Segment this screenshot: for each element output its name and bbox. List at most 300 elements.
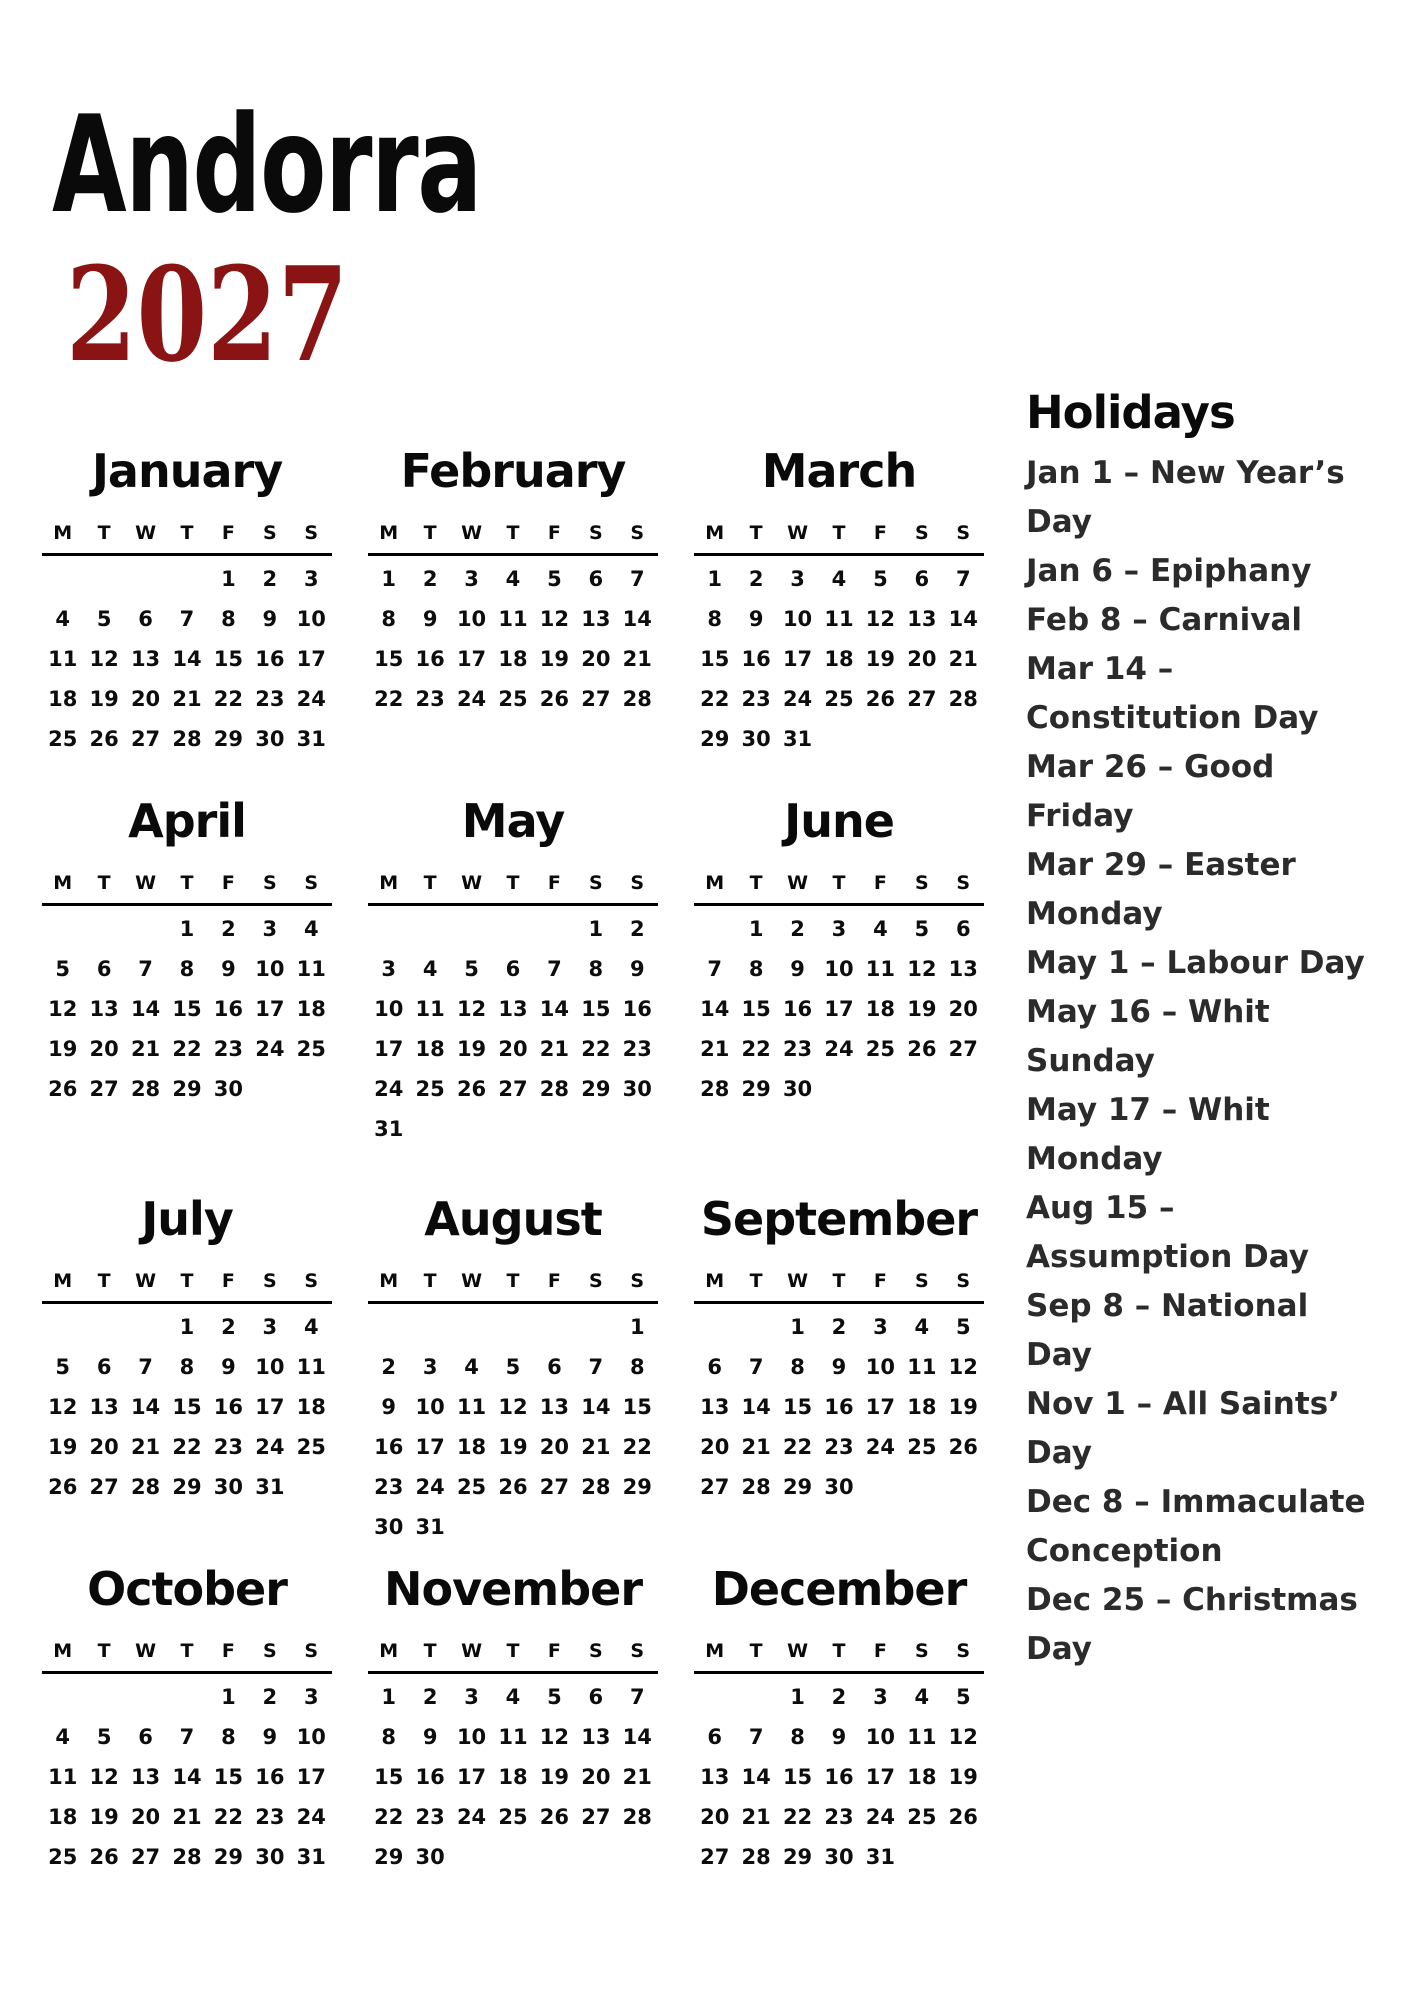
- day-cell: 24: [865, 1435, 896, 1459]
- weekday-header: S: [956, 1640, 971, 1662]
- day-cell: 1: [588, 917, 604, 941]
- day-cell: 10: [456, 607, 487, 631]
- day-cell: 18: [296, 997, 326, 1021]
- day-cell: 12: [539, 607, 570, 631]
- day-cell: 3: [790, 567, 805, 591]
- day-cell: 28: [622, 687, 652, 711]
- day-cell: 7: [138, 957, 153, 981]
- country-title: Andorra: [52, 87, 481, 243]
- day-cell: 1: [748, 917, 764, 941]
- day-cell: 13: [907, 607, 937, 631]
- weekday-header: S: [304, 1640, 319, 1662]
- holiday-item: Jan 6 – Epiphany: [1026, 553, 1312, 589]
- holiday-item: May 16 – Whit Sunday: [1026, 994, 1270, 1079]
- day-cell: 7: [179, 1725, 195, 1749]
- day-cell: 8: [629, 1355, 645, 1379]
- days-grid: [694, 906, 984, 1106]
- year-title: 2027: [66, 238, 349, 391]
- day-cell: 21: [172, 687, 202, 711]
- day-cell: 21: [130, 1037, 161, 1061]
- day-cell: 31: [374, 1117, 404, 1141]
- day-cell: 24: [456, 687, 487, 711]
- weekday-header: F: [873, 1270, 887, 1292]
- day-cell: 26: [948, 1435, 978, 1459]
- empty-cell: [83, 1674, 124, 1714]
- weekday-header-row: [694, 874, 984, 906]
- day-cell: 7: [588, 1355, 604, 1379]
- day-cell: 1: [629, 1315, 645, 1339]
- empty-cell: [125, 906, 166, 946]
- weekday-header: M: [53, 522, 73, 544]
- day-cell: 24: [865, 1805, 896, 1829]
- day-cell: 5: [955, 1315, 971, 1339]
- day-cell: 22: [172, 1037, 202, 1061]
- day-cell: 21: [700, 1037, 730, 1061]
- weekday-header-row: [368, 524, 658, 556]
- day-cell: 30: [374, 1515, 404, 1539]
- weekday-header: F: [547, 1270, 561, 1292]
- weekday-header: T: [506, 1270, 520, 1292]
- day-cell: 23: [213, 1037, 244, 1061]
- day-cell: 21: [539, 1037, 570, 1061]
- day-cell: 31: [296, 1845, 326, 1869]
- months-row-2: [42, 794, 984, 1146]
- month-title: June: [784, 794, 894, 848]
- day-cell: 20: [89, 1435, 119, 1459]
- holiday-item: Dec 25 – Christmas Day: [1026, 1582, 1358, 1667]
- day-cell: 16: [374, 1435, 404, 1459]
- weekday-header: S: [956, 872, 971, 894]
- weekday-header: F: [547, 872, 561, 894]
- day-cell: 26: [48, 1077, 78, 1101]
- day-cell: 9: [381, 1395, 397, 1419]
- day-cell: 14: [741, 1395, 771, 1419]
- weekday-header: T: [506, 522, 520, 544]
- empty-cell: [492, 1304, 533, 1344]
- day-cell: 22: [581, 1037, 611, 1061]
- day-cell: 11: [415, 997, 445, 1021]
- month-title: September: [700, 1192, 978, 1246]
- day-cell: 21: [741, 1435, 771, 1459]
- day-cell: 25: [498, 687, 528, 711]
- day-cell: 26: [498, 1475, 528, 1499]
- day-cell: 1: [790, 1315, 805, 1339]
- day-cell: 7: [547, 957, 562, 981]
- day-cell: 19: [456, 1037, 487, 1061]
- holiday-item: Mar 26 – Good Friday: [1026, 749, 1275, 834]
- weekday-header: W: [461, 872, 483, 894]
- day-cell: 6: [707, 1355, 723, 1379]
- day-cell: 10: [374, 997, 404, 1021]
- empty-cell: [83, 1304, 124, 1344]
- holiday-item: May 1 – Labour Day: [1026, 945, 1365, 981]
- day-cell: 5: [547, 567, 562, 591]
- day-cell: 29: [374, 1845, 404, 1869]
- day-cell: 24: [374, 1077, 404, 1101]
- weekday-header: T: [749, 522, 763, 544]
- day-cell: 30: [824, 1845, 854, 1869]
- day-cell: 26: [539, 1805, 570, 1829]
- day-cell: 5: [55, 1355, 71, 1379]
- day-cell: 24: [824, 1037, 854, 1061]
- empty-cell: [694, 1674, 735, 1714]
- day-cell: 6: [96, 1355, 112, 1379]
- day-cell: 2: [790, 917, 805, 941]
- day-cell: 27: [581, 1805, 611, 1829]
- day-cell: 1: [221, 1685, 236, 1709]
- day-cell: 12: [498, 1395, 528, 1419]
- day-cell: 10: [782, 607, 813, 631]
- day-cell: 8: [790, 1725, 805, 1749]
- month-november: [368, 1562, 658, 1874]
- day-cell: 23: [741, 687, 771, 711]
- weekday-header: F: [221, 872, 235, 894]
- day-cell: 26: [865, 687, 896, 711]
- day-cell: 28: [581, 1475, 611, 1499]
- day-cell: 27: [948, 1037, 978, 1061]
- empty-cell: [83, 556, 124, 596]
- day-cell: 16: [213, 1395, 244, 1419]
- day-cell: 7: [179, 607, 195, 631]
- weekday-header: M: [379, 872, 399, 894]
- day-cell: 5: [547, 1685, 562, 1709]
- empty-cell: [125, 1674, 166, 1714]
- day-cell: 12: [539, 1725, 570, 1749]
- weekday-header: M: [379, 522, 399, 544]
- day-cell: 27: [700, 1475, 730, 1499]
- day-cell: 2: [221, 917, 236, 941]
- empty-cell: [694, 1304, 735, 1344]
- day-cell: 13: [581, 1725, 611, 1749]
- day-cell: 17: [865, 1395, 896, 1419]
- days-grid: [42, 906, 332, 1106]
- day-cell: 17: [456, 647, 487, 671]
- day-cell: 25: [907, 1805, 937, 1829]
- weekday-header: T: [423, 1640, 437, 1662]
- day-cell: 25: [865, 1037, 896, 1061]
- weekday-header: S: [915, 522, 929, 544]
- day-cell: 20: [907, 647, 937, 671]
- day-cell: 30: [213, 1475, 244, 1499]
- day-cell: 21: [741, 1805, 771, 1829]
- month-may: [368, 794, 658, 1146]
- weekday-header: S: [263, 1640, 277, 1662]
- holiday-item: Dec 8 – Immaculate Conception: [1026, 1484, 1366, 1569]
- day-cell: 1: [707, 567, 723, 591]
- day-cell: 13: [89, 997, 119, 1021]
- day-cell: 28: [741, 1475, 771, 1499]
- day-cell: 29: [213, 1845, 244, 1869]
- day-cell: 7: [629, 567, 645, 591]
- weekday-header: T: [749, 1640, 763, 1662]
- months-row-4: [42, 1562, 984, 1874]
- day-cell: 4: [55, 1725, 71, 1749]
- day-cell: 9: [831, 1355, 847, 1379]
- weekday-header: T: [97, 1270, 111, 1292]
- day-cell: 19: [48, 1037, 78, 1061]
- day-cell: 17: [374, 1037, 404, 1061]
- weekday-header: W: [787, 522, 809, 544]
- day-cell: 27: [130, 1845, 161, 1869]
- weekday-header-row: [42, 1642, 332, 1674]
- day-cell: 26: [48, 1475, 78, 1499]
- month-march: [694, 444, 984, 756]
- day-cell: 22: [700, 687, 730, 711]
- day-cell: 28: [172, 727, 202, 751]
- day-cell: 26: [89, 1845, 119, 1869]
- day-cell: 22: [213, 1805, 244, 1829]
- day-cell: 1: [790, 1685, 805, 1709]
- day-cell: 16: [782, 997, 813, 1021]
- day-cell: 20: [581, 1765, 611, 1789]
- day-cell: 13: [700, 1395, 730, 1419]
- day-cell: 2: [262, 567, 278, 591]
- day-cell: 13: [581, 607, 611, 631]
- day-cell: 10: [415, 1395, 445, 1419]
- day-cell: 17: [415, 1435, 445, 1459]
- day-cell: 22: [622, 1435, 652, 1459]
- days-grid: [42, 1674, 332, 1874]
- month-september: [694, 1192, 984, 1544]
- day-cell: 4: [873, 917, 888, 941]
- day-cell: 27: [498, 1077, 528, 1101]
- day-cell: 25: [456, 1475, 487, 1499]
- day-cell: 17: [824, 997, 854, 1021]
- day-cell: 10: [824, 957, 854, 981]
- day-cell: 25: [907, 1435, 937, 1459]
- day-cell: 12: [948, 1725, 978, 1749]
- weekday-header-row: [42, 874, 332, 906]
- weekday-header: M: [705, 522, 725, 544]
- day-cell: 5: [96, 607, 112, 631]
- day-cell: 16: [415, 1765, 445, 1789]
- day-cell: 2: [629, 917, 645, 941]
- weekday-header: W: [461, 1270, 483, 1292]
- day-cell: 21: [130, 1435, 161, 1459]
- day-cell: 1: [179, 1315, 195, 1339]
- day-cell: 27: [907, 687, 937, 711]
- day-cell: 13: [539, 1395, 570, 1419]
- day-cell: 24: [255, 1435, 285, 1459]
- day-cell: 18: [907, 1395, 937, 1419]
- month-title: November: [383, 1562, 643, 1616]
- day-cell: 30: [213, 1077, 244, 1101]
- day-cell: 20: [130, 1805, 161, 1829]
- day-cell: 27: [539, 1475, 570, 1499]
- day-cell: 19: [948, 1765, 978, 1789]
- day-cell: 3: [262, 1315, 278, 1339]
- day-cell: 1: [179, 917, 195, 941]
- day-cell: 2: [831, 1685, 847, 1709]
- day-cell: 11: [48, 647, 78, 671]
- day-cell: 22: [782, 1805, 813, 1829]
- day-cell: 29: [782, 1475, 813, 1499]
- day-cell: 15: [172, 1395, 202, 1419]
- day-cell: 23: [255, 687, 285, 711]
- month-june: [694, 794, 984, 1146]
- days-grid: [42, 556, 332, 756]
- weekday-header: S: [304, 522, 319, 544]
- day-cell: 3: [303, 1685, 319, 1709]
- empty-cell: [166, 1674, 207, 1714]
- empty-cell: [575, 1304, 616, 1344]
- day-cell: 12: [948, 1355, 978, 1379]
- day-cell: 12: [456, 997, 487, 1021]
- month-april: [42, 794, 332, 1146]
- day-cell: 11: [296, 957, 326, 981]
- day-cell: 19: [89, 687, 119, 711]
- weekday-header: T: [180, 522, 194, 544]
- weekday-header-row: [368, 1272, 658, 1304]
- day-cell: 13: [130, 1765, 161, 1789]
- day-cell: 16: [255, 1765, 285, 1789]
- day-cell: 19: [498, 1435, 528, 1459]
- days-grid: [694, 1674, 984, 1874]
- day-cell: 5: [955, 1685, 971, 1709]
- day-cell: 14: [622, 1725, 652, 1749]
- day-cell: 27: [700, 1845, 730, 1869]
- day-cell: 20: [89, 1037, 119, 1061]
- day-cell: 23: [415, 1805, 445, 1829]
- weekday-header: S: [915, 872, 929, 894]
- holidays-panel: [1026, 386, 1368, 1674]
- day-cell: 16: [415, 647, 445, 671]
- empty-cell: [42, 1674, 83, 1714]
- day-cell: 14: [172, 1765, 202, 1789]
- months-row-1: [42, 444, 984, 756]
- day-cell: 21: [622, 647, 652, 671]
- weekday-header-row: [694, 1642, 984, 1674]
- day-cell: 4: [914, 1315, 930, 1339]
- day-cell: 4: [505, 567, 521, 591]
- day-cell: 7: [138, 1355, 153, 1379]
- weekday-header: S: [589, 522, 603, 544]
- day-cell: 10: [255, 1355, 285, 1379]
- day-cell: 7: [748, 1725, 764, 1749]
- empty-cell: [368, 906, 409, 946]
- weekday-header-row: [368, 874, 658, 906]
- day-cell: 22: [741, 1037, 771, 1061]
- day-cell: 9: [262, 1725, 278, 1749]
- day-cell: 22: [374, 687, 404, 711]
- weekday-header: W: [135, 522, 157, 544]
- day-cell: 17: [865, 1765, 896, 1789]
- day-cell: 9: [221, 1355, 236, 1379]
- day-cell: 23: [213, 1435, 244, 1459]
- day-cell: 15: [581, 997, 611, 1021]
- day-cell: 1: [221, 567, 236, 591]
- weekday-header-row: [694, 524, 984, 556]
- day-cell: 3: [464, 567, 479, 591]
- day-cell: 7: [748, 1355, 764, 1379]
- holidays-title: Holidays: [1026, 386, 1235, 439]
- weekday-header: T: [832, 522, 846, 544]
- day-cell: 14: [622, 607, 652, 631]
- day-cell: 3: [831, 917, 847, 941]
- day-cell: 1: [381, 1685, 397, 1709]
- day-cell: 29: [622, 1475, 652, 1499]
- weekday-header: F: [873, 872, 887, 894]
- day-cell: 19: [907, 997, 937, 1021]
- day-cell: 15: [374, 1765, 404, 1789]
- day-cell: 30: [415, 1845, 445, 1869]
- day-cell: 5: [873, 567, 888, 591]
- empty-cell: [125, 1304, 166, 1344]
- day-cell: 30: [824, 1475, 854, 1499]
- day-cell: 24: [782, 687, 813, 711]
- day-cell: 13: [130, 647, 161, 671]
- weekday-header: T: [180, 872, 194, 894]
- day-cell: 29: [700, 727, 730, 751]
- day-cell: 10: [296, 1725, 326, 1749]
- weekday-header: S: [630, 872, 645, 894]
- day-cell: 27: [89, 1077, 119, 1101]
- day-cell: 15: [782, 1765, 813, 1789]
- day-cell: 8: [707, 607, 723, 631]
- weekday-header: T: [97, 872, 111, 894]
- day-cell: 11: [498, 1725, 528, 1749]
- day-cell: 15: [700, 647, 730, 671]
- day-cell: 15: [782, 1395, 813, 1419]
- weekday-header: S: [304, 1270, 319, 1292]
- weekday-header: M: [53, 872, 73, 894]
- day-cell: 20: [498, 1037, 528, 1061]
- month-title: December: [711, 1562, 967, 1616]
- holiday-item: Feb 8 – Carnival: [1026, 602, 1302, 638]
- empty-cell: [42, 906, 83, 946]
- day-cell: 13: [948, 957, 978, 981]
- day-cell: 3: [381, 957, 397, 981]
- month-february: [368, 444, 658, 756]
- day-cell: 29: [782, 1845, 813, 1869]
- weekday-header: M: [379, 1270, 399, 1292]
- empty-cell: [409, 1304, 450, 1344]
- weekday-header: W: [461, 1640, 483, 1662]
- day-cell: 7: [629, 1685, 645, 1709]
- holiday-item: Jan 1 – New Year’s Day: [1026, 455, 1345, 540]
- day-cell: 5: [914, 917, 930, 941]
- day-cell: 20: [130, 687, 161, 711]
- day-cell: 4: [464, 1355, 479, 1379]
- day-cell: 31: [415, 1515, 445, 1539]
- day-cell: 29: [172, 1475, 202, 1499]
- day-cell: 21: [622, 1765, 652, 1789]
- weekday-header: W: [787, 1270, 809, 1292]
- empty-cell: [451, 906, 492, 946]
- day-cell: 27: [581, 687, 611, 711]
- day-cell: 6: [914, 567, 930, 591]
- day-cell: 21: [172, 1805, 202, 1829]
- days-grid: [368, 1304, 658, 1544]
- weekday-header: T: [97, 1640, 111, 1662]
- day-cell: 16: [824, 1395, 854, 1419]
- weekday-header: S: [915, 1270, 929, 1292]
- day-cell: 17: [296, 647, 326, 671]
- weekday-header: S: [956, 522, 971, 544]
- weekday-header: S: [263, 872, 277, 894]
- day-cell: 8: [588, 957, 604, 981]
- day-cell: 28: [948, 687, 978, 711]
- weekday-header: T: [97, 522, 111, 544]
- weekday-header: T: [832, 872, 846, 894]
- day-cell: 30: [741, 727, 771, 751]
- day-cell: 24: [296, 1805, 326, 1829]
- day-cell: 28: [172, 1845, 202, 1869]
- day-cell: 25: [48, 727, 78, 751]
- days-grid: [368, 906, 658, 1146]
- day-cell: 28: [700, 1077, 730, 1101]
- weekday-header-row: [694, 1272, 984, 1304]
